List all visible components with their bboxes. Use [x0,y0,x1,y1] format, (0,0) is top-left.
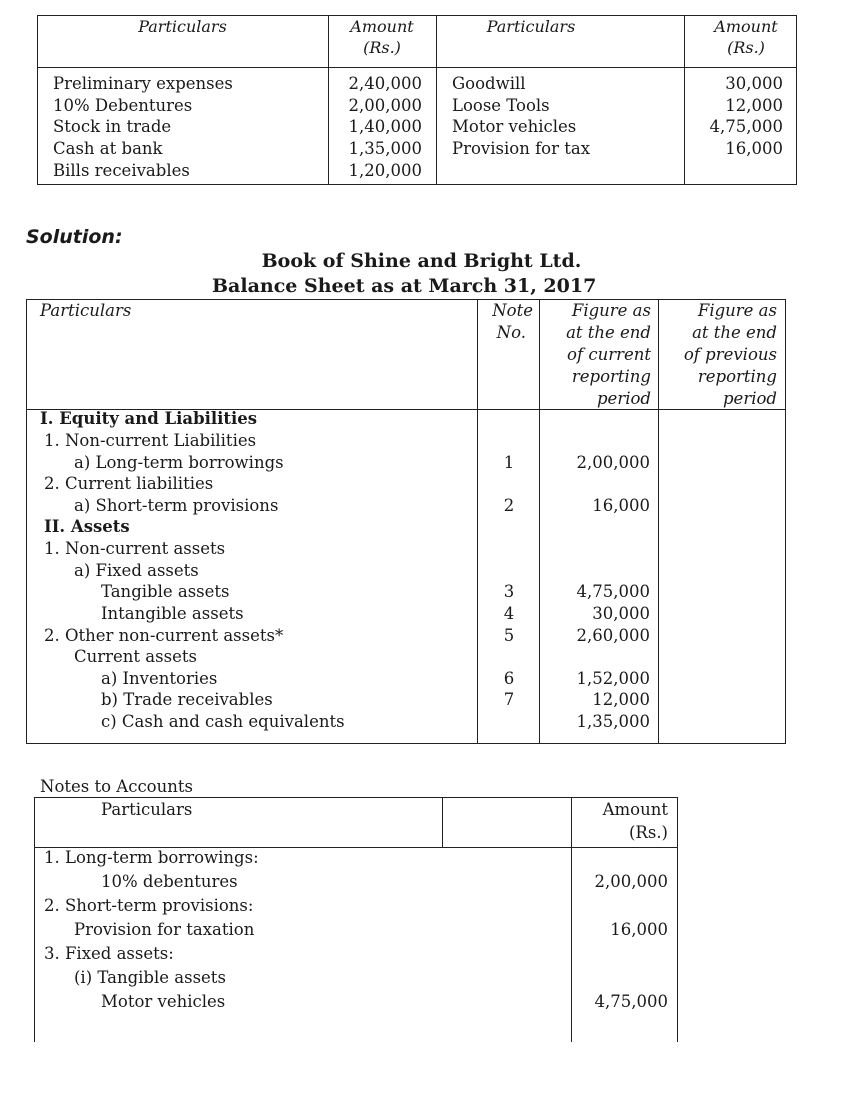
balance-sheet-subtitle: Balance Sheet as at March 31, 2017 [212,275,597,297]
bs-row-label: a) Fixed assets [74,561,199,580]
trial-left-item: Cash at bank [53,139,163,158]
bs-row-label: 2. Current liabilities [44,474,214,493]
col-divider [436,15,437,185]
header-current-period: of current [567,345,651,364]
trial-right-item: Loose Tools [452,96,550,115]
trial-right-item: Provision for tax [452,139,591,158]
notes-top-border [34,797,678,798]
bs-row-current: 1,35,000 [576,712,650,731]
trial-right-amount: 16,000 [725,139,783,158]
trial-right-amount: 4,75,000 [709,117,783,136]
trial-right-item: Motor vehicles [452,117,577,136]
bs-row-label: a) Long-term borrowings [74,453,284,472]
bs-row-label: a) Inventories [101,669,218,688]
header-current-period: Figure as [571,301,651,320]
bs-row-label: 1. Non-current assets [44,539,226,558]
header-previous-period: reporting [697,367,777,386]
bs-row-current: 16,000 [592,496,650,515]
header-current-period: reporting [571,367,651,386]
bs-row-label: Tangible assets [101,582,230,601]
header-current-period: period [597,389,651,408]
header-particulars: Particulars [40,301,132,320]
notes-row-amount: 2,00,000 [594,872,668,891]
header-amount-left-unit: (Rs.) [363,38,401,57]
bs-row-label: II. Assets [44,517,130,536]
bs-row-note: 6 [503,669,515,688]
bs-row-label: 1. Non-current Liabilities [44,431,257,450]
trial-left-amount: 2,00,000 [348,96,422,115]
notes-header-amount: Amount [602,800,668,819]
bs-row-note: 1 [503,453,515,472]
trial-left-item: Preliminary expenses [53,74,233,93]
header-amount-right-unit: (Rs.) [727,38,765,57]
bs-row-note: 3 [503,582,515,601]
bs-row-current: 2,00,000 [576,453,650,472]
header-note: No. [496,323,526,342]
header-current-period: at the end [566,323,651,342]
bs-row-label: a) Short-term provisions [74,496,279,515]
notes-row-label: 2. Short-term provisions: [44,896,254,915]
bs-row-label: b) Trade receivables [101,690,273,709]
col-divider [442,797,443,847]
header-particulars-left: Particulars [138,17,227,36]
col-divider [658,299,659,744]
notes-row-amount: 4,75,000 [594,992,668,1011]
notes-row-label: 10% debentures [101,872,238,891]
trial-balance-header-divider [37,67,797,68]
bs-row-label: Intangible assets [101,604,244,623]
trial-left-amount: 1,35,000 [348,139,422,158]
notes-header-particulars: Particulars [101,800,193,819]
bs-row-note: 4 [503,604,515,623]
bs-row-label: 2. Other non-current assets* [44,626,284,645]
notes-title: Notes to Accounts [40,777,193,796]
trial-left-item: 10% Debentures [53,96,193,115]
trial-right-amount: 12,000 [725,96,783,115]
trial-right-amount: 30,000 [725,74,783,93]
balance-sheet-title: Book of Shine and Bright Ltd. [261,250,582,272]
header-previous-period: period [723,389,777,408]
solution-label: Solution: [26,226,123,248]
bs-row-current: 12,000 [592,690,650,709]
header-previous-period: of previous [683,345,777,364]
notes-row-label: (i) Tangible assets [74,968,226,987]
header-previous-period: Figure as [697,301,777,320]
header-particulars-right: Particulars [486,17,576,36]
trial-left-item: Bills receivables [53,161,190,180]
bs-row-current: 4,75,000 [576,582,650,601]
trial-right-item: Goodwill [452,74,526,93]
notes-row-label: 3. Fixed assets: [44,944,174,963]
trial-left-amount: 2,40,000 [348,74,422,93]
bs-row-label: c) Cash and cash equivalents [101,712,345,731]
notes-row-label: Provision for taxation [74,920,255,939]
notes-row-label: Motor vehicles [101,992,226,1011]
bs-row-current: 30,000 [592,604,650,623]
notes-row-label: 1. Long-term borrowings: [44,848,259,867]
notes-row-amount: 16,000 [610,920,668,939]
trial-left-amount: 1,20,000 [348,161,422,180]
header-amount-right: Amount [714,17,778,36]
bs-row-label: I. Equity and Liabilities [40,409,258,428]
bs-row-label: Current assets [74,647,197,666]
bs-row-current: 1,52,000 [576,669,650,688]
notes-header-amount-unit: (Rs.) [628,823,668,842]
bs-row-current: 2,60,000 [576,626,650,645]
header-amount-left: Amount [350,17,414,36]
header-previous-period: at the end [692,323,777,342]
bs-row-note: 5 [503,626,515,645]
bs-row-note: 7 [503,690,515,709]
header-note: Note [492,301,533,320]
bs-row-note: 2 [503,496,515,515]
col-divider [677,797,678,1042]
col-divider [34,797,35,1042]
trial-left-item: Stock in trade [53,117,172,136]
trial-left-amount: 1,40,000 [348,117,422,136]
